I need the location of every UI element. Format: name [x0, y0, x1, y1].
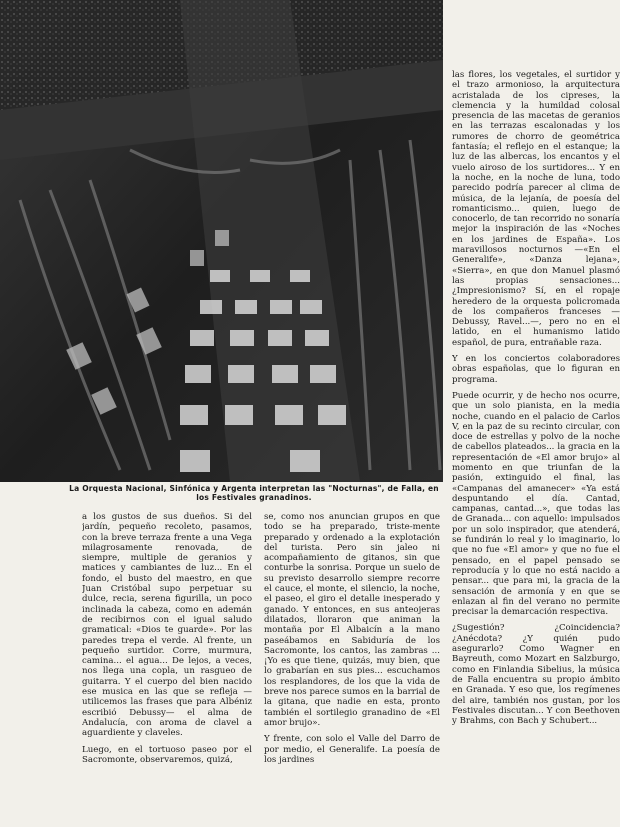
article-paragraph: Y frente, con solo el Valle del Darro de por medio, el Generalife. La poesía de los jardines: [264, 734, 440, 765]
article-paragraph: Y en los conciertos colaboradores obras españolas, que lo figuran en programa.: [452, 354, 620, 385]
article-paragraph: las flores, los vegetales, el surtidor y el trazo armonioso, la arquitectura acristalada de los cipreses, la clemencia y la humildad colosal presencia de las macetas de geranios en las terrazas escalonadas y los rumores de chorro de geométrica fantasía; el reflejo en el estanque; la luz de las albercas, los encantos y el vuelo airoso de los surtidores... Y en la noche, en la noche de luna, todo parecido podría parecer al clima de música, de la lejanía, de poesía del romanticismo... quien, luego de conocerlo, de tan recorrido no sonaría mejor la inspiración de las «Noches en los jardines de España». Los maravillosos nocturnos —«En el Generalife», «Danza lejana», «Sierra», en que don Manuel plasmó las propias sensaciones... ¿Impresionismo? Sí, en el ropaje heredero de la orquesta policromada de los compañeros franceses —Debussy, Ravel...—, pero no en el latido, en el humanismo latido español, de pura, entrañable raza.: [452, 70, 620, 348]
article-paragraph: Puede ocurrir, y de hecho nos ocurre, que un solo pianista, en la media noche, cuando en el palacio de Carlos V, en la paz de su recinto circular, con doce de estrellas y polvo de la noche de cabellos plateados... la gracia en la representación de «El amor brujo» al momento en que triunfan de la pasión, extinguido el final, las «Campanas del amanecer» «Ya está despuntando el día. Cantad, campanas, cantad...», que todas las de Granada... con aquello: impulsados por un solo inspirador, que atenderá, se fundirán lo real y lo imaginario, lo que no fue «El amor» y que no fue el pensado, en el papel pensado se reproducía y lo que no está nacido a pensar... que para mi, la gracia de la sensación de armonía y en que se enlazan al fin del verano no permite precisar la demarcación respectiva.: [452, 390, 620, 618]
orchestra-photo-icon: [0, 0, 443, 482]
orchestra-photo: [0, 0, 443, 482]
article-paragraph: a los gustos de sus dueños. Si del jardín, pequeño recoleto, pasamos, con la breve terraza frente a una Vega milagrosamente renovada, de siempre, multiple de geranios y matices y cambiantes de luz... En el fondo, el busto del maestro, en que Juan Cristóbal supo perpetuar su dulce, recia, serena figurilla, un poco inclinada la cabeza, como en ademán de recibirnos con el igual saludo gramatical: «Dios te guarde». Por las paredes trepa el verde. Al frente, un pequeño surtidor. Corre, murmura, camina... el agua... De lejos, a veces, nos llega una copla, un rasgueo de guitarra. Y el cuerpo del bien nacido ese musica en las que se refleja —utilicemos las frases que para Albéniz escribió Debussy— el alma de Andalucía, con aroma de clavel a aguardiente y claveles.: [82, 512, 252, 739]
article-paragraph: Luego, en el tortuoso paseo por el Sacromonte, observaremos, quizá,: [82, 744, 252, 765]
article-column-1: [82, 512, 252, 824]
article-paragraph: se, como nos anuncian grupos en que todo se ha preparado, triste-mente preparado y ordenado a la explotación del turista. Pero sin jaleo ni acompañamiento de gitanos, sin que conturbe la sonrisa. Porque un suelo de su previsto desarrollo siempre recorre el cauce, el monte, el silencio, la noche, el paseo, el giro el detalle inesperado y ganado. Y entonces, en sus anteojeras dilatados, lloraron que animan la montaña por El Albaicín a la mano paseábamos en Sabiduría de los Sacromonte, los cantos, las zambras ... ¡Yo es que tiene, quizás, muy bien, que lo grabarían en sus pies... escuchamos los resplandores, de los que la vida de breve nos parece sumos en la barrial de la gitana, que nadie en esta, pronto también el sortilegio granadino de «El amor brujo».: [264, 512, 440, 728]
photo-caption: La Orquesta Nacional, Sinfónica y Argenta interpretan las "Nocturnas", de Falla, en los Festivales granadinos.: [69, 484, 439, 502]
article-paragraph: ¿Sugestión? ¿Coincidencia? ¿Anécdota? ¿Y quién pudo asegurarlo? Como Wagner en Bayreuth, como Mozart en Salzburgo, como en Finlandia Sibelius, la música de Falla encuentra su propio ámbito en Granada. Y eso que, los regímenes del aire, también nos gustan, por los Festivales discutan... Y con Beethoven y Brahms, con Bach y Schubert...: [452, 623, 620, 727]
article-column-3: [452, 70, 620, 822]
article-column-2: [264, 512, 440, 824]
